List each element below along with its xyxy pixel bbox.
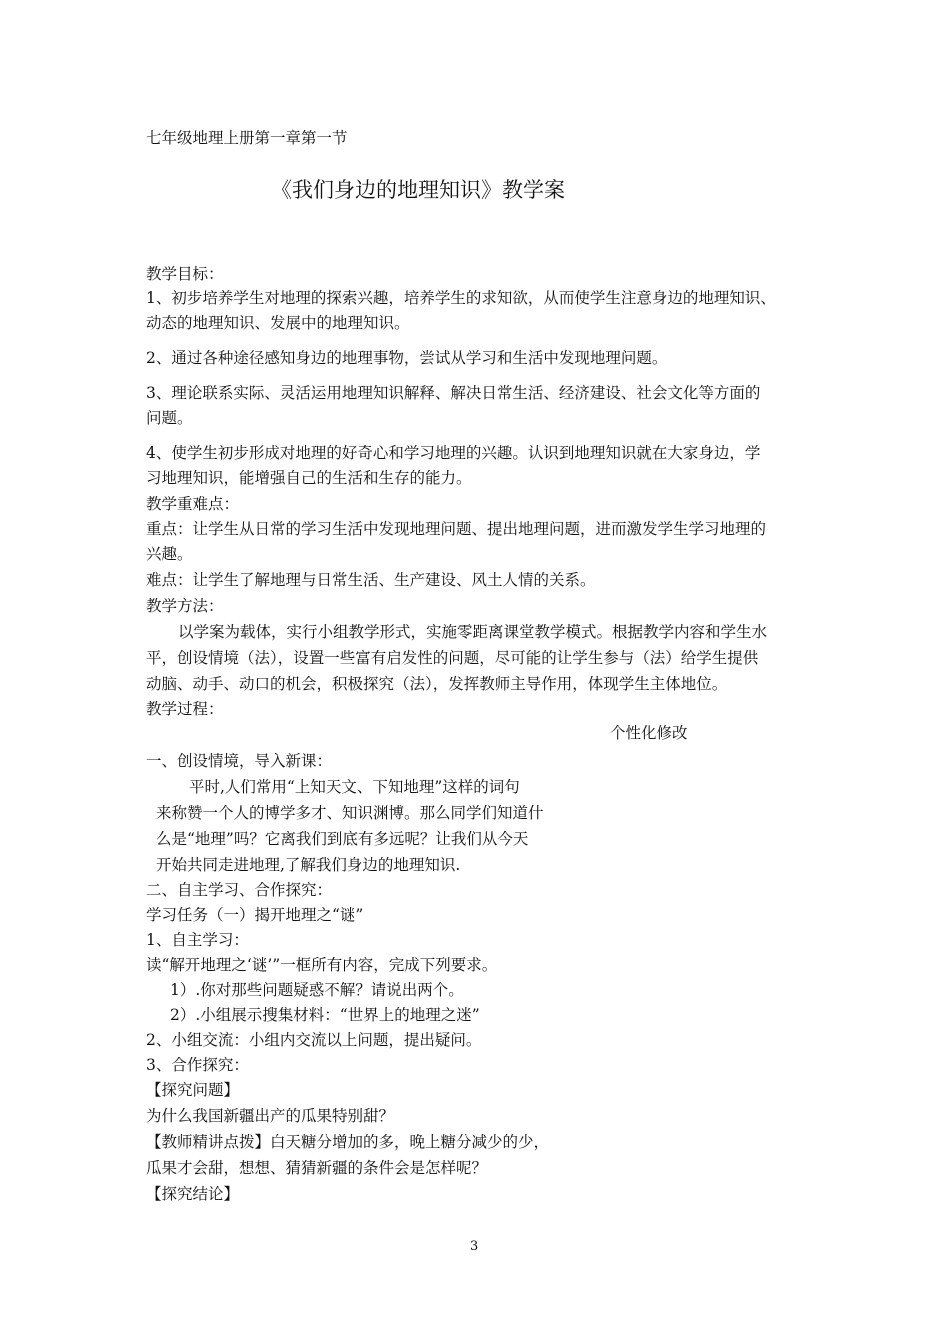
chapter-label: 七年级地理上册第一章第一节 [146,129,348,147]
reading-instruction: 读“解开地理之‘谜’”一框所有内容，完成下列要求。 [146,956,498,974]
question-1: 1）.你对那些问题疑惑不解？请说出两个。 [170,981,464,999]
method-line-3: 动脑、动手、动口的机会，积极探究（法），发挥教师主导作用，体现学生主体地位。 [146,675,728,693]
cooperative-inquiry-heading: 3、合作探究： [146,1056,249,1074]
goals-heading: 教学目标： [146,265,224,283]
process-heading: 教学过程： [146,700,224,718]
keypoints-heading: 教学重难点： [146,495,240,513]
goal-3-line-1: 3、理论联系实际、灵活运用地理知识解释、解决日常生活、经济建设、社会文化等方面的 [146,384,761,402]
inquiry-question: 为什么我国新疆出产的瓜果特别甜？ [146,1107,395,1125]
method-line-1: 以学案为载体，实行小组教学形式，实施零距离课堂教学模式。根据教学内容和学生水 [178,623,768,641]
intro-line-2: 来称赞一个人的博学多才、知识渊博。那么同学们知道什 [156,804,544,822]
key-point-line-1: 重点：让学生从日常的学习生活中发现地理问题、提出地理问题，进而激发学生学习地理的 [146,520,767,538]
teacher-tip-line-2: 瓜果才会甜，想想、猜猜新疆的条件会是怎样呢？ [146,1159,488,1177]
intro-line-4: 开始共同走进地理,了解我们身边的地理知识. [156,856,461,874]
goal-3-line-2: 问题。 [146,409,193,427]
difficult-point: 难点：让学生了解地理与日常生活、生产建设、风土人情的关系。 [146,571,596,589]
learning-task-1: 学习任务（一）揭开地理之“谜” [146,906,364,924]
self-study-heading: 1、自主学习： [146,931,249,949]
group-exchange: 2、小组交流：小组内交流以上问题，提出疑问。 [146,1031,482,1049]
goal-1-line-1: 1、初步培养学生对地理的探索兴趣，培养学生的求知欲，从而使学生注意身边的地理知识、 [146,289,776,307]
margin-note: 个性化修改 [610,724,688,742]
section-1-heading: 一、创设情境，导入新课： [146,752,333,770]
page-number: 3 [470,1239,479,1254]
question-2: 2）.小组展示搜集材料：“世界上的地理之迷” [170,1006,480,1024]
section-2-heading: 二、自主学习、合作探究： [146,881,333,899]
goal-4-line-2: 习地理知识，能增强自己的生活和生存的能力。 [146,469,472,487]
document-title: 《我们身边的地理知识》教学案 [271,178,565,202]
inquiry-conclusion-label: 【探究结论】 [146,1185,240,1203]
key-point-line-2: 兴趣。 [146,545,193,563]
goal-4-line-1: 4、使学生初步形成对地理的好奇心和学习地理的兴趣。认识到地理知识就在大家身边，学 [146,444,761,462]
method-heading: 教学方法： [146,597,224,615]
goal-2: 2、通过各种途径感知身边的地理事物，尝试从学习和生活中发现地理问题。 [146,349,668,367]
intro-line-3: 么是“地理”吗？它离我们到底有多远呢？让我们从今天 [156,830,529,848]
inquiry-question-label: 【探究问题】 [146,1081,240,1099]
method-line-2: 平，创设情境（法），设置一些富有启发性的问题，尽可能的让学生参与（法）给学生提供 [146,649,759,667]
teacher-tip-line-1: 【教师精讲点拨】白天糖分增加的多，晚上糖分减少的少， [146,1133,550,1151]
intro-line-1: 平时,人们常用“上知天文、下知地理”这样的词句 [189,778,520,796]
goal-1-line-2: 动态的地理知识、发展中的地理知识。 [146,314,410,332]
